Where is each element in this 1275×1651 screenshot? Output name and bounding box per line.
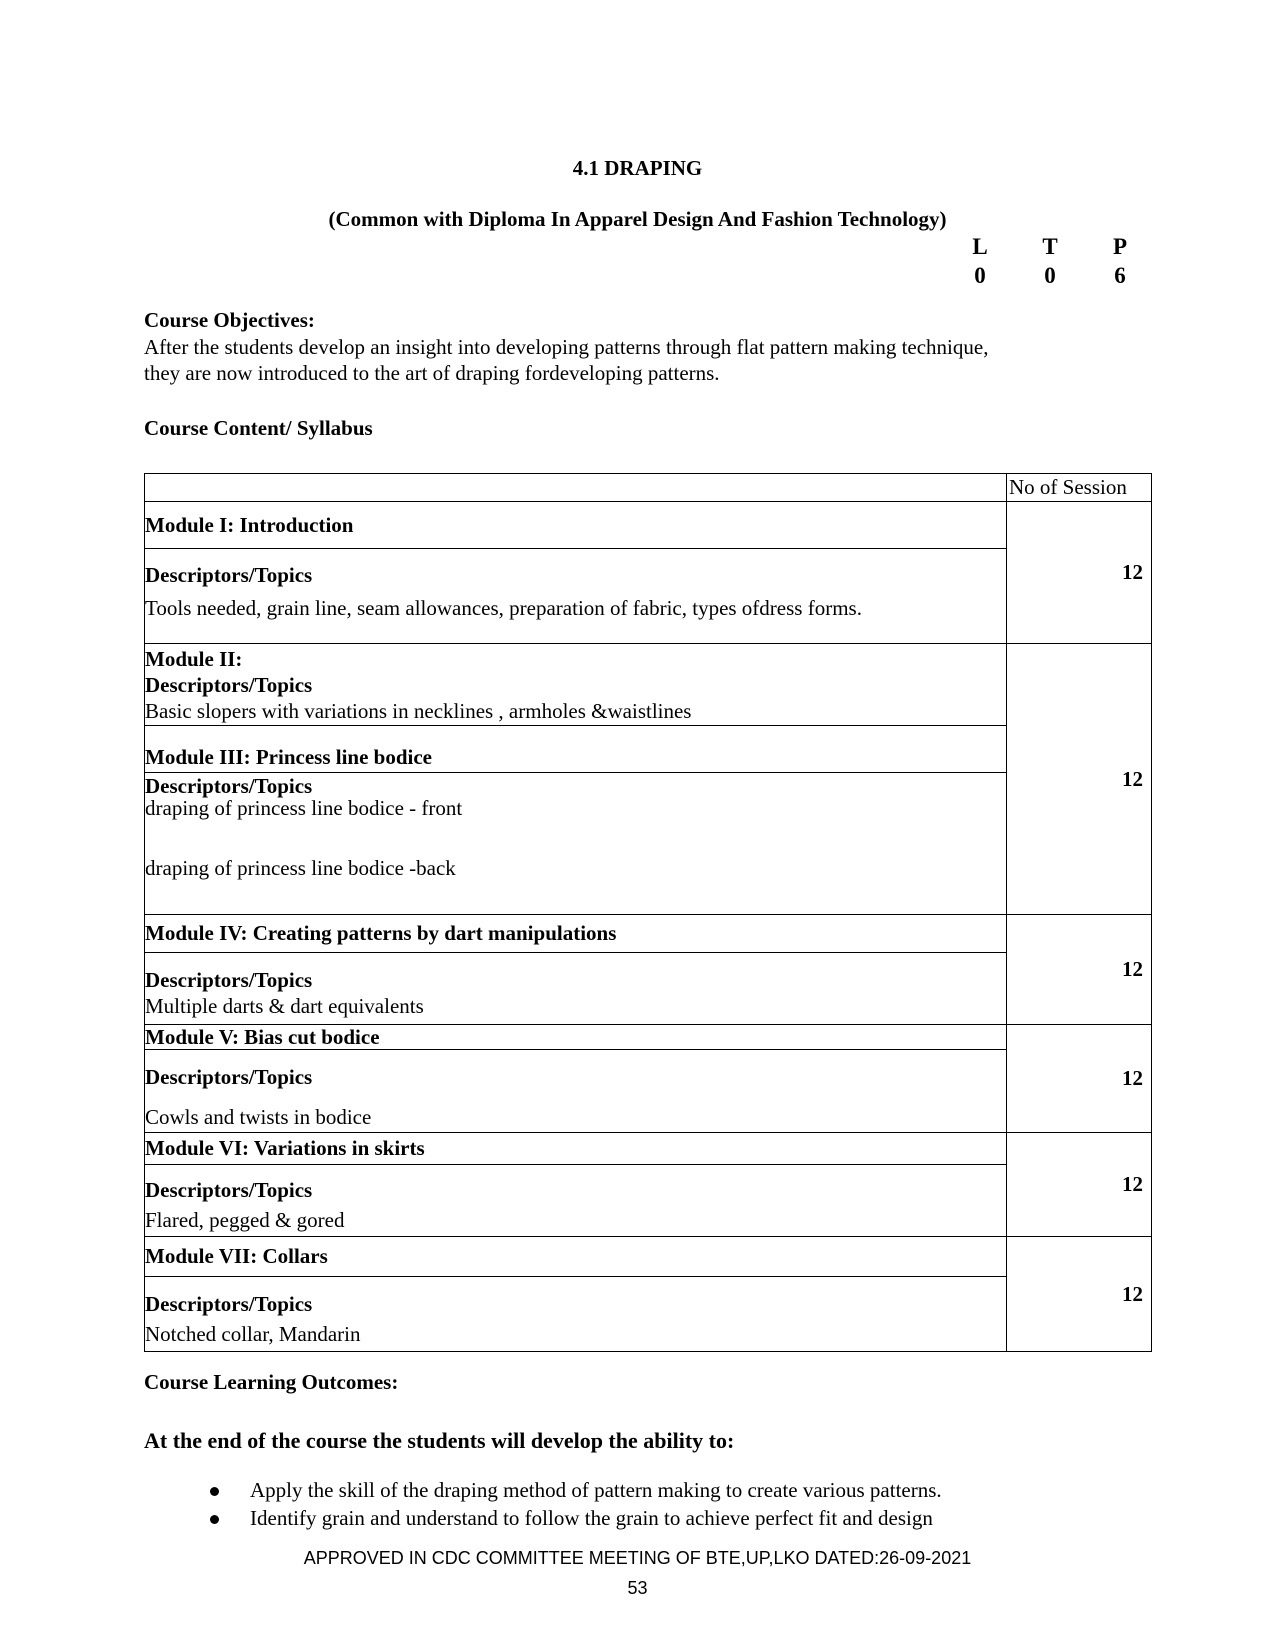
document-title: 4.1 DRAPING xyxy=(572,156,703,180)
module-title: Module IV: Creating patterns by dart manipulations xyxy=(145,921,617,945)
module-title: Module V: Bias cut bodice xyxy=(145,1025,380,1049)
session-count: 12 xyxy=(1007,1237,1152,1352)
table-row xyxy=(145,644,1152,726)
session-count: 12 xyxy=(1007,502,1152,644)
module-title: Module III: Princess line bodice xyxy=(145,745,432,769)
ltp-label-t: T xyxy=(1042,234,1058,259)
table-row xyxy=(145,1237,1152,1277)
descriptor-label: Descriptors/Topics xyxy=(145,563,313,587)
ltp-value-p: 6 xyxy=(1114,263,1126,288)
ltp-value-l: 0 xyxy=(974,263,986,288)
approval-footer: APPROVED IN CDC COMMITTEE MEETING OF BTE,UP,LKO DATED:26-09-2021 xyxy=(303,1548,972,1568)
descriptor-label: Descriptors/Topics xyxy=(145,673,313,697)
session-count: 12 xyxy=(1007,644,1152,915)
syllabus-heading: Course Content/ Syllabus xyxy=(144,416,373,440)
topic-text: draping of princess line bodice -back xyxy=(145,856,456,880)
page-number: 53 xyxy=(627,1578,648,1598)
topic-text: Notched collar, Mandarin xyxy=(145,1322,361,1346)
module-title: Module VII: Collars xyxy=(145,1244,328,1268)
table-row xyxy=(145,1050,1152,1133)
descriptor-label: Descriptors/Topics xyxy=(145,774,313,798)
table-row xyxy=(145,1277,1152,1352)
bullet-icon xyxy=(210,1515,219,1524)
ltp-value-t: 0 xyxy=(1044,263,1056,288)
descriptor-label: Descriptors/Topics xyxy=(145,968,313,992)
descriptor-label: Descriptors/Topics xyxy=(145,1178,313,1202)
ltp-label-l: L xyxy=(972,234,988,259)
topic-text: Multiple darts & dart equivalents xyxy=(145,994,424,1018)
objectives-line-2: they are now introduced to the art of draping fordeveloping patterns. xyxy=(144,361,720,385)
outcome-text: Identify grain and understand to follow the grain to achieve perfect fit and design xyxy=(250,1506,933,1530)
topic-text: Basic slopers with variations in necklines , armholes &waistlines xyxy=(145,699,692,723)
header-blank-cell xyxy=(145,474,1007,502)
topic-text: Flared, pegged & gored xyxy=(145,1208,345,1232)
objectives-line-1: After the students develop an insight into developing patterns through flat pattern making technique, xyxy=(144,335,989,359)
document-subtitle: (Common with Diploma In Apparel Design And Fashion Technology) xyxy=(328,207,947,231)
table-row xyxy=(145,726,1152,773)
objectives-heading: Course Objectives: xyxy=(144,308,315,332)
outcomes-intro: At the end of the course the students will develop the ability to: xyxy=(144,1428,735,1453)
descriptor-label: Descriptors/Topics xyxy=(145,1065,313,1089)
module-title: Module II: xyxy=(145,647,243,671)
bullet-icon xyxy=(210,1487,219,1496)
table-row xyxy=(145,1133,1152,1165)
module-title: Module I: Introduction xyxy=(145,512,354,537)
descriptor-label: Descriptors/Topics xyxy=(145,1292,313,1316)
table-row xyxy=(145,549,1152,644)
table-row xyxy=(145,773,1152,915)
session-count: 12 xyxy=(1007,1133,1152,1237)
outcome-text: Apply the skill of the draping method of pattern making to create various patterns. xyxy=(250,1478,942,1502)
table-row xyxy=(145,1165,1152,1237)
topic-text: draping of princess line bodice - front xyxy=(145,796,463,820)
module-title: Module VI: Variations in skirts xyxy=(145,1136,425,1160)
session-count: 12 xyxy=(1007,1025,1152,1133)
table-row xyxy=(145,502,1152,549)
table-row xyxy=(145,953,1152,1025)
outcomes-heading: Course Learning Outcomes: xyxy=(144,1370,399,1394)
topic-text: Tools needed, grain line, seam allowances, preparation of fabric, types ofdress forms. xyxy=(145,596,862,620)
table-row xyxy=(145,915,1152,953)
syllabus-table xyxy=(144,473,1152,1352)
ltp-label-p: P xyxy=(1112,234,1128,259)
table-row xyxy=(145,1025,1152,1050)
table-header-row xyxy=(145,474,1152,502)
topic-text: Cowls and twists in bodice xyxy=(145,1105,372,1129)
session-count: 12 xyxy=(1007,915,1152,1025)
session-column-header: No of Session xyxy=(1007,474,1152,502)
